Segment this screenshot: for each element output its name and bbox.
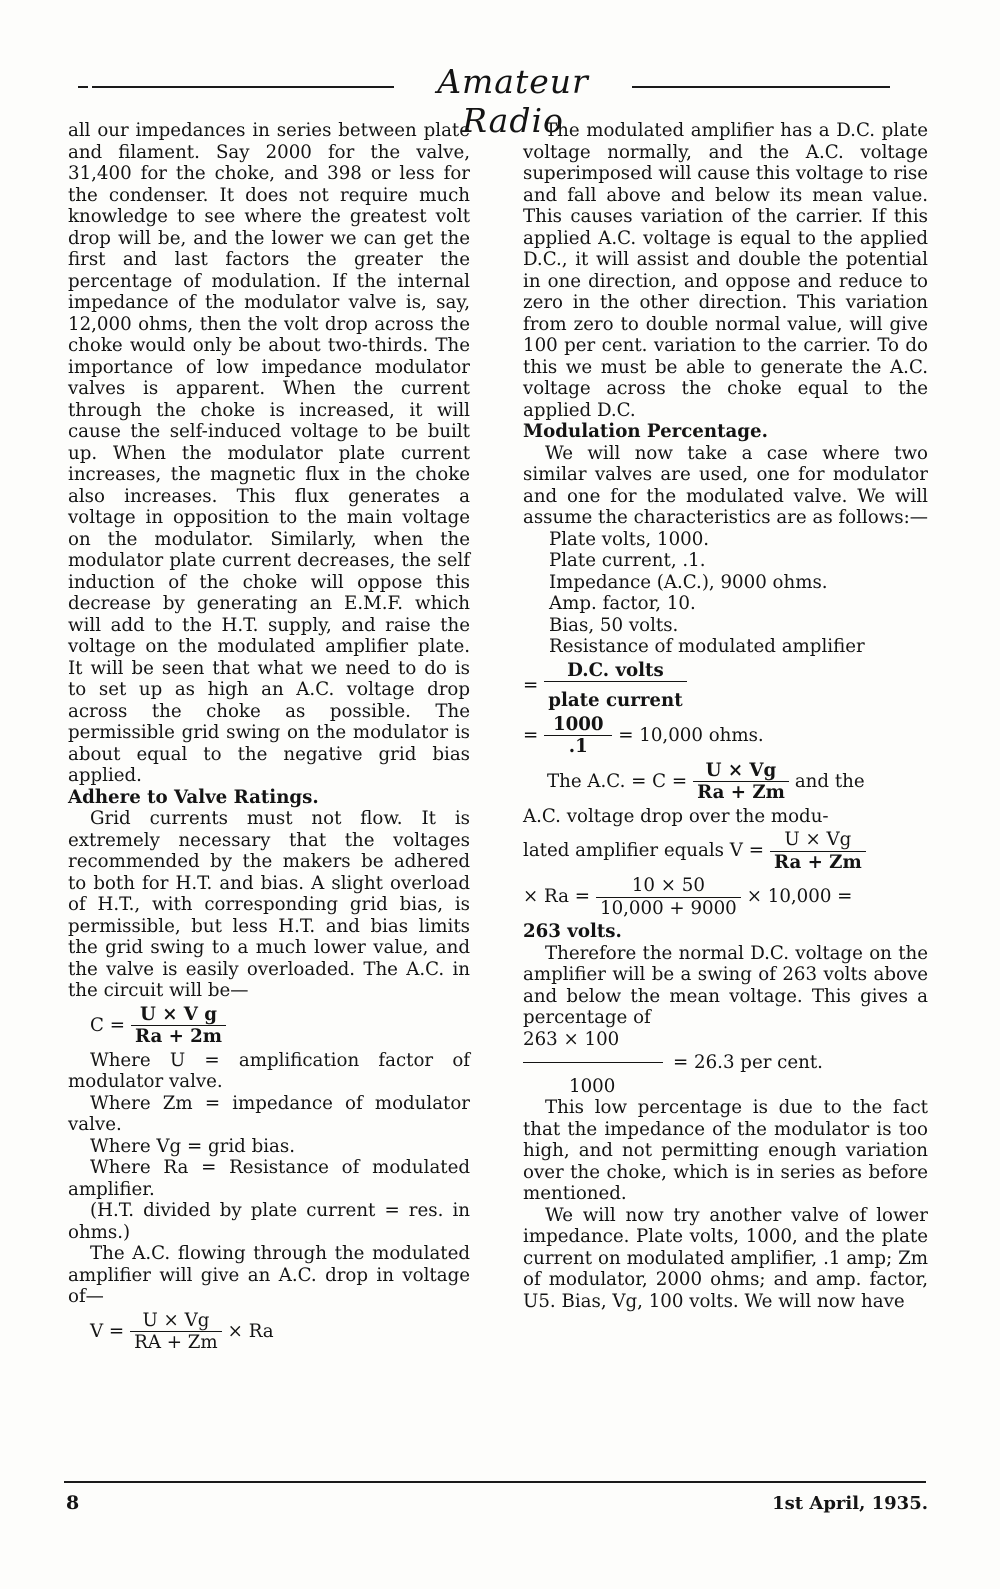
equation-rhs: × Ra bbox=[227, 1320, 274, 1342]
right-paragraph-4: This low percentage is due to the fact that the impedance of the modulator is too high, and not permitting enough variation over the choke, which is in series as before mentioned. bbox=[523, 1097, 928, 1204]
definition-zm: Where Zm = impedance of modulator valve. bbox=[68, 1092, 470, 1135]
list-item: Resistance of modulated amplifier bbox=[549, 636, 865, 657]
equation-fraction bbox=[770, 829, 866, 873]
left-paragraph-3: The A.C. flowing through the modulated amplifier will give an A.C. drop in voltage of— bbox=[68, 1243, 470, 1307]
equation-rhs: and the bbox=[794, 770, 865, 792]
equation-lhs: The A.C. = C = bbox=[547, 770, 688, 792]
equation-rhs: × 10,000 = bbox=[746, 886, 853, 908]
right-paragraph-5: We will now try another valve of lower impedance. Plate volts, 1000, and the plate current on modulated amplifier, .1 amp; Zm of modulator, 2000 ohms; and amp. factor, U5. Bias, Vg, 100 volts. We will now have bbox=[523, 1204, 928, 1312]
page-number: 8 bbox=[66, 1492, 80, 1514]
equation-rhs: = 10,000 ohms. bbox=[618, 724, 764, 746]
right-paragraph-1: The modulated amplifier has a D.C. plate voltage normally, and the A.C. voltage superimposed will cause this voltage to rise and fall above and below its mean value. This causes variation of the carrier. If this applied A.C. voltage is equal to the applied D.C., it will assist and double the potential in one direction, and oppose and reduce to zero in the other direction. This variation from zero to double normal value, will give 100 per cent. variation to the carrier. To do this we must be able to generate the A.C. voltage across the choke equal to the applied D.C. bbox=[523, 120, 928, 421]
masthead-rule-left bbox=[92, 86, 394, 88]
equation-result: 263 volts. bbox=[523, 921, 622, 942]
fraction-denominator: .1 bbox=[544, 735, 612, 758]
equation-percentage bbox=[523, 1029, 928, 1098]
right-equation-intro: A.C. voltage drop over the modu- bbox=[523, 805, 829, 827]
equation-resistance bbox=[523, 660, 928, 712]
percentage-numerator: 263 × 100 bbox=[523, 1028, 620, 1050]
masthead bbox=[60, 62, 890, 140]
definition-resistance-note: (H.T. divided by plate current = res. in ohms.) bbox=[68, 1200, 470, 1243]
fraction-denominator: Ra + Zm bbox=[770, 851, 866, 874]
masthead-title: Amateur Radio bbox=[437, 62, 589, 140]
definition-vg: Where Vg = grid bias. bbox=[90, 1135, 295, 1157]
left-paragraph-2: Grid currents must not flow. It is extremely necessary that the voltages recommended by the makers be adhered to both for H.T. and bias. A slight overload of H.T., with corresponding grid bias, is permissible, but less H.T. and bias limits the grid swing to a much lower value, and the valve is easily overloaded. The A.C. in the circuit will be— bbox=[68, 808, 470, 1001]
equation-fraction bbox=[596, 875, 741, 919]
list-item: Plate volts, 1000. bbox=[549, 528, 710, 550]
masthead-dash bbox=[78, 86, 88, 88]
equation-fraction bbox=[693, 760, 789, 804]
equation-numeric bbox=[523, 875, 928, 919]
characteristics-list bbox=[523, 529, 928, 658]
right-paragraph-2: We will now take a case where two similar valves are used, one for modulator and one for the modulated valve. We will assume the characteristics are as follows:— bbox=[523, 442, 928, 528]
footer-rule bbox=[64, 1481, 926, 1483]
fraction-numerator: U × Vg bbox=[784, 829, 852, 850]
section-heading-valve-ratings: Adhere to Valve Ratings. bbox=[68, 786, 319, 808]
equation-lhs: V = bbox=[90, 1320, 125, 1342]
right-paragraph-3: Therefore the normal D.C. voltage on the amplifier will be a swing of 263 volts above and below the mean voltage. This gives a percentage of bbox=[523, 942, 928, 1028]
equation-fraction bbox=[130, 1310, 222, 1354]
equals-sign: = bbox=[523, 674, 539, 696]
equation-lhs: lated amplifier equals V = bbox=[523, 840, 764, 862]
left-paragraph-1: all our impedances in series between plate and filament. Say 2000 for the valve, 31,400 for the choke, and 398 or less for the condenser. It does not require much knowledge to see where the greatest volt drop will be, and the lower we can get the first and last factors the greater the percentage of modulation. If the internal impedance of the modulator valve is, say, 12,000 ohms, then the volt drop across the choke would only be about two-thirds. The importance of low impedance modulator valves is apparent. When the current through the choke is increased, it will cause the self-induced voltage to be built up. When the modulator plate current increases, the magnetic flux in the choke also increases. This flux generates a voltage in opposition to the main voltage on the modulator. Similarly, when the modulator plate current decreases, the self induction of the choke will oppose this decrease by generating an E.M.F. which will add to the H.T. supply, and raise the voltage on the modulated amplifier plate. It will be seen that what we need to do is to set up as high an A.C. voltage drop across the choke as possible. The permissible grid swing on the modulator is about equal to the negative grid bias applied. bbox=[68, 120, 470, 786]
equation-fraction bbox=[131, 1004, 226, 1048]
equation-lhs: × Ra = bbox=[523, 886, 590, 908]
definition-u: Where U = amplification factor of modulator valve. bbox=[68, 1049, 470, 1092]
fraction-denominator: plate current bbox=[544, 681, 686, 712]
equation-resistance-value bbox=[523, 714, 928, 758]
right-column bbox=[523, 120, 928, 1312]
definition-ra: Where Ra = Resistance of modulated amplifier. bbox=[68, 1157, 470, 1200]
list-item: Bias, 50 volts. bbox=[549, 614, 679, 636]
fraction-numerator: 1000 bbox=[552, 713, 604, 735]
equation-current bbox=[90, 1004, 470, 1048]
list-item: Plate current, .1. bbox=[549, 550, 706, 571]
fraction-numerator: D.C. volts bbox=[567, 659, 664, 681]
fraction-numerator: U × Vg bbox=[142, 1309, 210, 1331]
list-item: Impedance (A.C.), 9000 ohms. bbox=[549, 571, 828, 593]
equation-rhs: = 26.3 per cent. bbox=[673, 1052, 823, 1073]
equation-modulated-drop bbox=[523, 829, 928, 873]
fraction-denominator: Ra + 2m bbox=[131, 1025, 226, 1048]
equation-ac-current bbox=[547, 760, 928, 804]
equation-voltage-drop bbox=[90, 1310, 470, 1354]
fraction-numerator: 10 × 50 bbox=[631, 875, 705, 896]
fraction-denominator: RA + Zm bbox=[130, 1331, 222, 1354]
fraction-denominator: Ra + Zm bbox=[693, 781, 789, 804]
list-item: Amp. factor, 10. bbox=[549, 593, 696, 614]
section-heading-modulation-percentage: Modulation Percentage. bbox=[523, 421, 768, 442]
equation-fraction bbox=[544, 660, 686, 712]
fraction-numerator: U × Vg bbox=[705, 759, 777, 781]
fraction-denominator: 10,000 + 9000 bbox=[596, 897, 741, 920]
left-column bbox=[68, 120, 470, 1356]
masthead-rule-right bbox=[632, 86, 890, 88]
equation-lhs: C = bbox=[90, 1014, 125, 1036]
fraction-bar bbox=[523, 1062, 663, 1063]
issue-date: 1st April, 1935. bbox=[772, 1493, 928, 1514]
equation-fraction bbox=[544, 714, 612, 758]
percentage-bar-row bbox=[523, 1052, 928, 1074]
percentage-denominator: 1000 bbox=[569, 1075, 616, 1097]
fraction-numerator: U × V g bbox=[140, 1003, 217, 1025]
equals-sign: = bbox=[523, 724, 539, 746]
